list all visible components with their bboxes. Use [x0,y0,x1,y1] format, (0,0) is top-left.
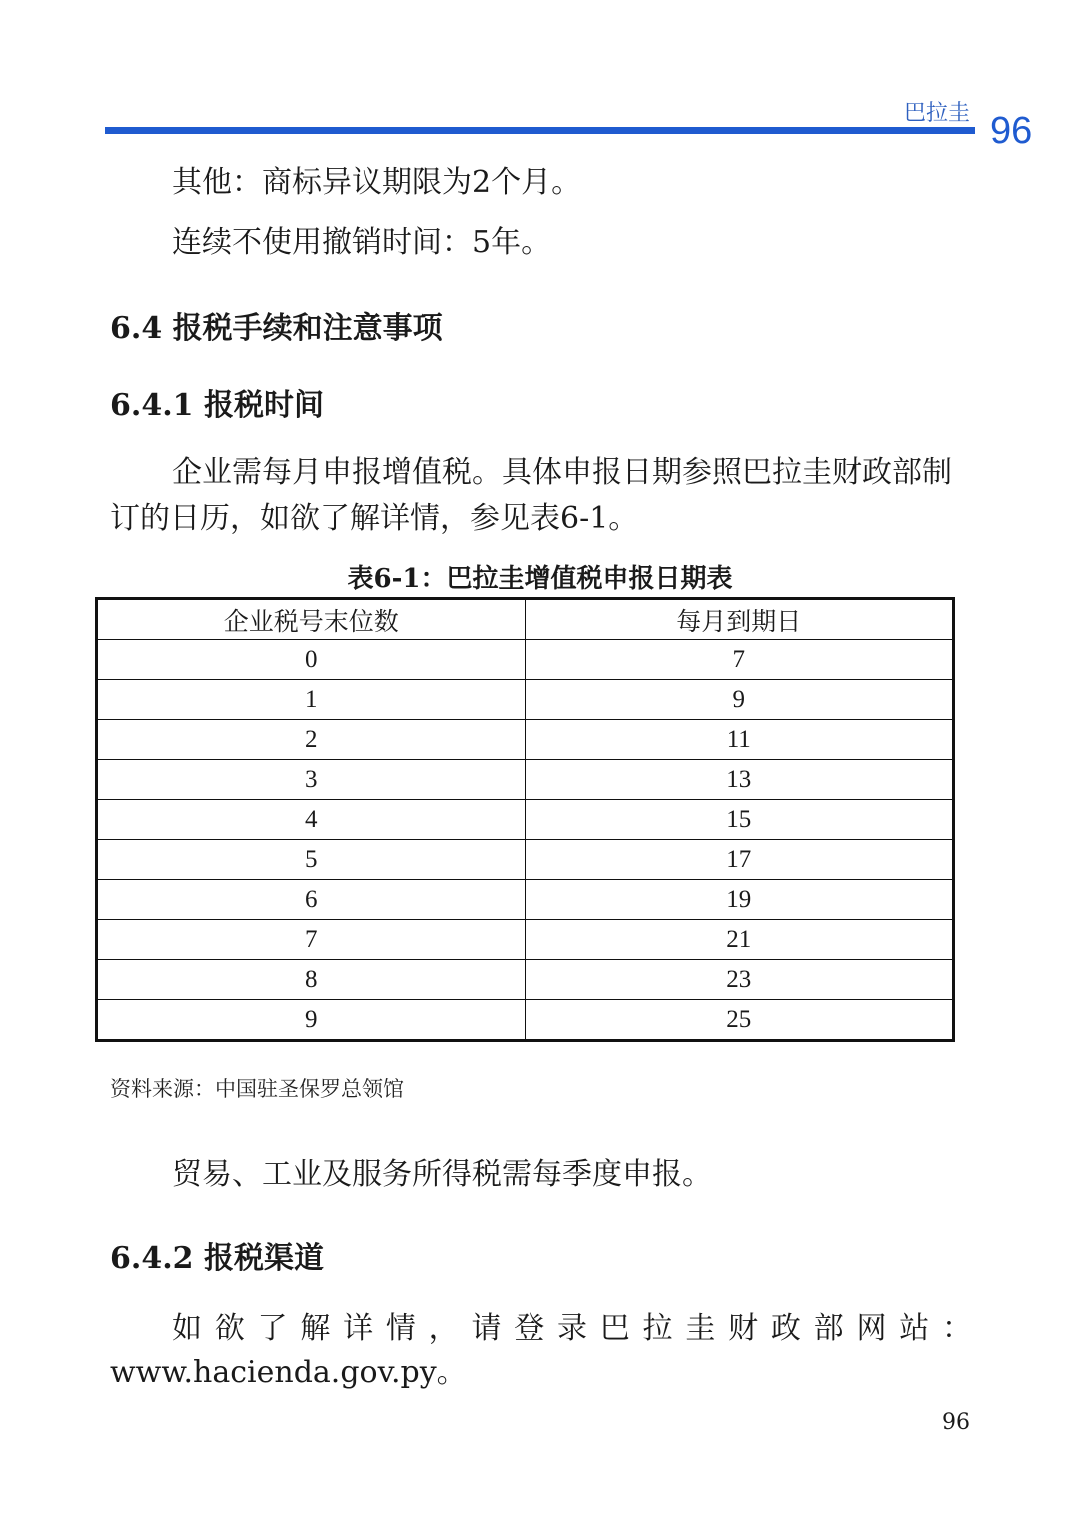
cell-due-day: 9 [525,680,954,720]
cell-digit: 1 [97,680,526,720]
table-header-row [97,599,954,640]
cell-due-day: 15 [525,800,954,840]
table-row [97,920,954,960]
table-source-note: 资料来源：中国驻圣保罗总领馆 [110,1077,404,1101]
cell-digit: 0 [97,640,526,680]
cell-digit: 9 [97,1000,526,1041]
cell-due-day: 23 [525,960,954,1000]
table-row [97,720,954,760]
paragraph-channel-line1: 如欲了解详情，请登录巴拉圭财政部网站： [172,1311,972,1346]
table-row [97,880,954,920]
cell-due-day: 19 [525,880,954,920]
cell-digit: 6 [97,880,526,920]
filing-date-table [95,597,955,1042]
cell-digit: 5 [97,840,526,880]
table-row [97,680,954,720]
heading-6-4-2: 6.4.2 报税渠道 [110,1241,324,1276]
cell-due-day: 13 [525,760,954,800]
cell-digit: 4 [97,800,526,840]
table-row [97,760,954,800]
column-header: 企业税号末位数 [97,599,526,640]
heading-6-4: 6.4 报税手续和注意事项 [110,311,443,346]
cell-due-day: 25 [525,1000,954,1041]
running-header-country: 巴拉圭 [903,101,970,126]
cell-due-day: 7 [525,640,954,680]
paragraph-tax-time: 企业需每月申报增值税。具体申报日期参照巴拉圭财政部制订的日历，如欲了解详情，参见表6-1。 [110,455,952,536]
table-row [97,1000,954,1041]
cell-digit: 3 [97,760,526,800]
table-caption: 表6-1：巴拉圭增值税申报日期表 [347,564,733,594]
paragraph-revoke: 连续不使用撤销时间：5年。 [172,225,552,260]
cell-digit: 2 [97,720,526,760]
header-page-number: 96 [990,110,1033,152]
table-row [97,640,954,680]
paragraph-quarterly: 贸易、工业及服务所得税需每季度申报。 [172,1157,712,1192]
cell-due-day: 11 [525,720,954,760]
footer-page-number: 96 [942,1410,970,1435]
column-header: 每月到期日 [525,599,954,640]
table-row [97,800,954,840]
cell-due-day: 21 [525,920,954,960]
paragraph-other: 其他：商标异议期限为2个月。 [172,165,582,200]
header-rule [105,127,975,134]
website-link[interactable]: www.hacienda.gov.py。 [110,1355,467,1390]
cell-digit: 8 [97,960,526,1000]
cell-due-day: 17 [525,840,954,880]
table-row [97,840,954,880]
table-row [97,960,954,1000]
heading-6-4-1: 6.4.1 报税时间 [110,388,324,423]
cell-digit: 7 [97,920,526,960]
